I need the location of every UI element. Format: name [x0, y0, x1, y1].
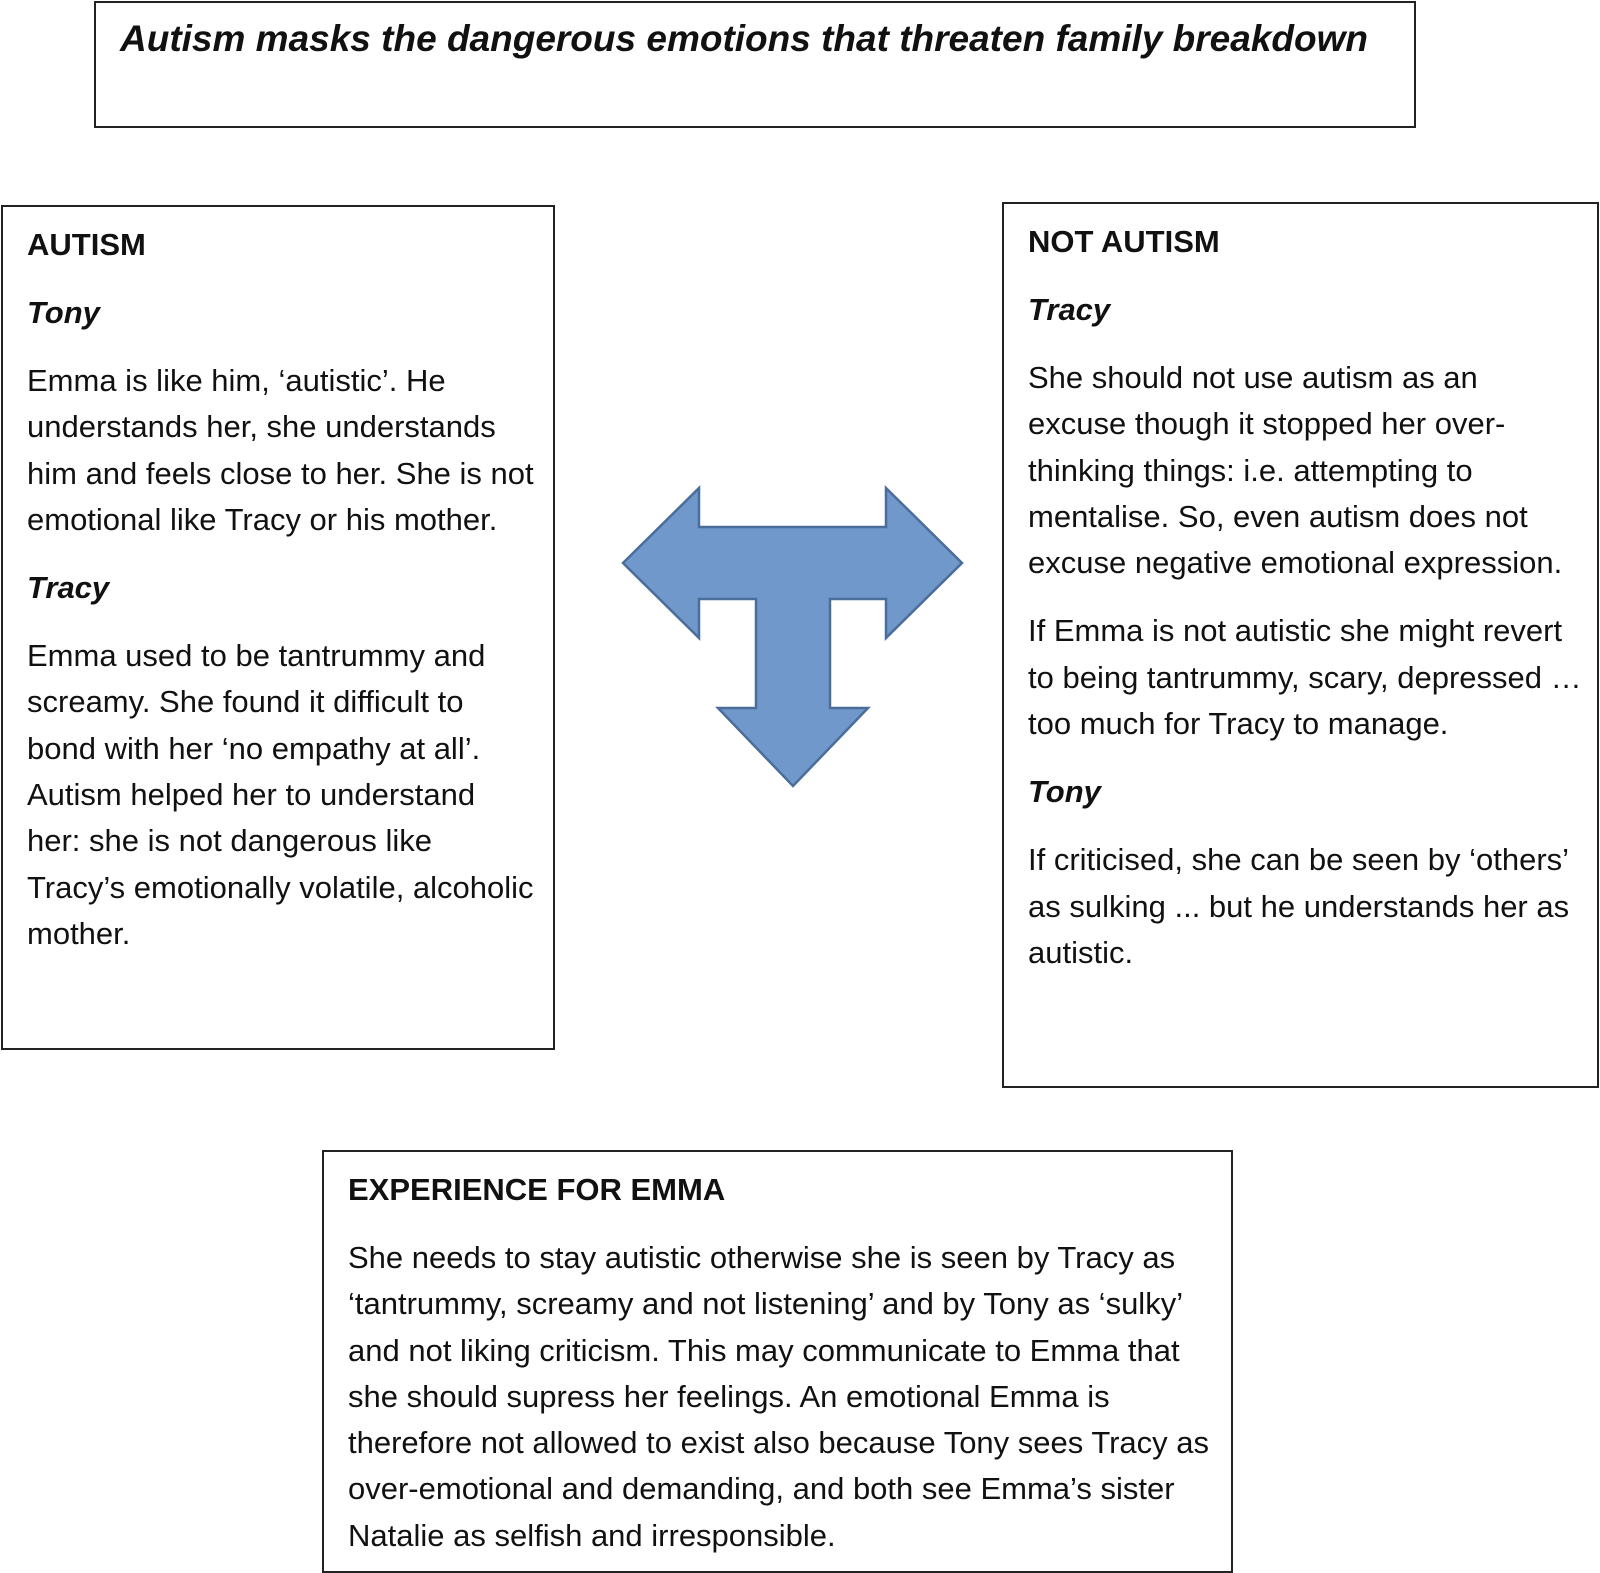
not-autism-heading: NOT AUTISM [1028, 224, 1220, 259]
autism-tracy-label: Tracy [27, 570, 110, 606]
title-box [94, 1, 1416, 128]
autism-tony-text: Emma is like him, ‘autistic’. He understands her, she understands him and feels close to her. She is not emotional like Tracy or his mother. [27, 363, 534, 537]
autism-box [1, 205, 555, 1050]
autism-heading: AUTISM [27, 227, 146, 262]
not-autism-tracy-text-2: If Emma is not autistic she might revert to being tantrummy, scary, depressed … too much for Tracy to manage. [1028, 613, 1582, 742]
not-autism-tracy-text-1: She should not use autism as an excuse though it stopped her over-thinking things: i.e. attempting to mentalise. So, even autism does not excuse negative emotional expression. [1028, 360, 1563, 581]
autism-tracy-text: Emma used to be tantrummy and screamy. She found it difficult to bond with her ‘no empathy at all’. Autism helped her to understand her: she is not dangerous like Tracy’s emotionally volatile, alcoholic mother. [27, 638, 534, 951]
experience-heading: EXPERIENCE FOR EMMA [348, 1172, 726, 1207]
not-autism-tracy-label: Tracy [1028, 292, 1111, 327]
not-autism-tony-label: Tony [1028, 774, 1101, 810]
diagram-title: Autism masks the dangerous emotions that threaten family breakdown [120, 18, 1368, 59]
three-way-arrow-icon [620, 485, 965, 790]
not-autism-box [1002, 202, 1599, 1088]
autism-tony-label: Tony [27, 295, 100, 330]
experience-text: She needs to stay autistic otherwise she is seen by Tracy as ‘tantrummy, screamy and not listening’ and by Tony as ‘sulky’ and not liking criticism. This may communicate to Emma that she should supress her feelings. An emotional Emma is therefore not allowed to exist also because Tony sees Tracy as over-emotional and demanding, and both see Emma’s sister Natalie as selfish and irresponsible. [348, 1240, 1210, 1553]
arrow-shape [623, 488, 962, 786]
not-autism-tony-text: If criticised, she can be seen by ‘others’ as sulking ... but he understands her as autistic. [1028, 842, 1570, 970]
experience-box [322, 1150, 1233, 1573]
